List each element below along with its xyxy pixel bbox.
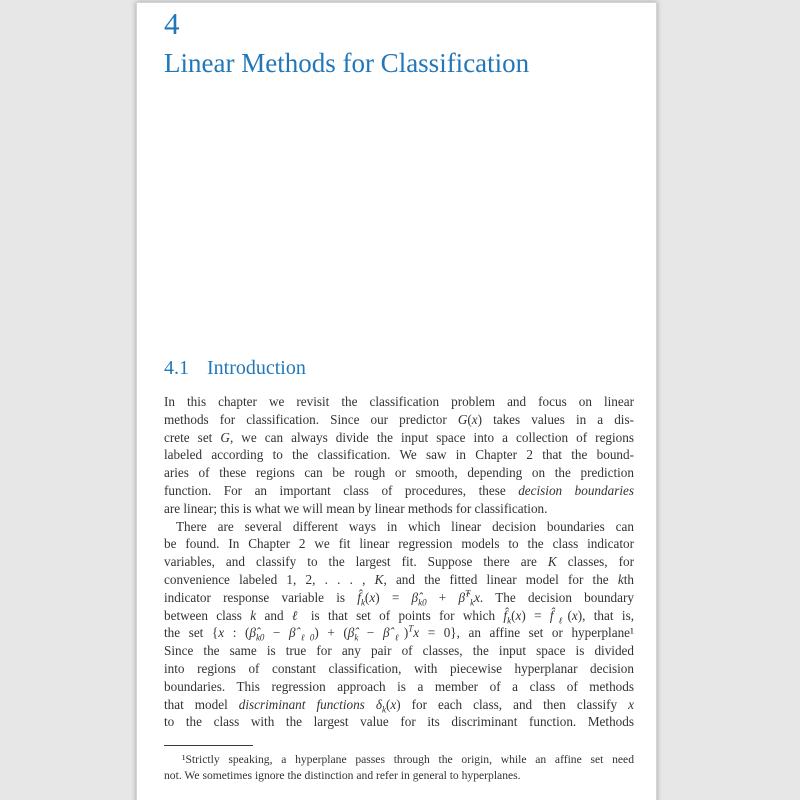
body-text-line: crete set G, we can always divide the input space into a collection of regions bbox=[164, 429, 635, 445]
body-text-line: function. For an important class of procedures, these decision boundaries bbox=[164, 482, 634, 498]
body-text-line: In this chapter we revisit the classification problem and focus on linear bbox=[164, 394, 634, 409]
section-title: Introduction bbox=[207, 357, 306, 379]
footnote-line: not. We sometimes ignore the distinction and refer in general to hyperplanes. bbox=[164, 768, 521, 782]
body-text-line: into regions of constant classification, with piecewise hyperplanar decision bbox=[164, 660, 634, 676]
footnote-line: ¹Strictly speaking, a hyperplane passes through the origin, while an affine set need bbox=[182, 753, 634, 766]
section-heading bbox=[164, 355, 306, 382]
body-text-line: aries of these regions can be rough or smooth, depending on the prediction bbox=[164, 465, 634, 481]
body-text-line: are linear; this is what we will mean by linear methods for classification. bbox=[164, 500, 548, 516]
chapter-number: 4 bbox=[164, 6, 180, 41]
body-text-line: methods for classification. Since our predictor G(x) takes values in a dis- bbox=[164, 411, 634, 427]
body-text-line: variables, and classify to the largest fit. Suppose there are K classes, for bbox=[164, 554, 635, 570]
body-text-line: convenience labeled 1, 2, . . . , K, and the fitted linear model for the kth bbox=[164, 571, 634, 587]
chapter-title: Linear Methods for Classification bbox=[164, 48, 530, 78]
body-text-line: indicator response variable is $f̂_k(x)$ = $\betâ_{k0}$ + β̂$^T_k$x. The decision boundary bbox=[164, 588, 634, 608]
body-text bbox=[164, 393, 634, 731]
body-text-line: to the class with the largest value for its discriminant function. Methods bbox=[164, 714, 634, 730]
footnote-rule bbox=[164, 745, 253, 746]
body-text-line: Since the same is true for any pair of classes, the input space is divided bbox=[164, 643, 634, 659]
footnote bbox=[164, 752, 634, 783]
section-number: 4.1 bbox=[164, 357, 189, 379]
body-text-line: that model discriminant functions $\delta_k(x)$ for each class, and then classify x bbox=[164, 696, 634, 715]
body-text-line: the set {x : ($\betâ_{k0}$ − $\betâ_{\ell 0}$) + ($\betâ_k$ − $\betâ_\ell)^Tx = 0$}, an affine set or hyperplane¹ bbox=[164, 623, 634, 643]
body-text-line: labeled according to the classification. We saw in Chapter 2 that the bound- bbox=[164, 447, 634, 463]
body-text-line: There are several different ways in which linear decision boundaries can bbox=[176, 518, 634, 534]
body-text-line: be found. In Chapter 2 we fit linear regression models to the class indicator bbox=[164, 536, 634, 552]
body-text-line: boundaries. This regression approach is a member of a class of methods bbox=[164, 678, 634, 694]
body-text-line: between class k and ℓ is that set of points for which $f̂_k(x)$ = $f̂_\ell(x)$, that is, bbox=[164, 607, 634, 626]
document-page bbox=[136, 2, 657, 800]
